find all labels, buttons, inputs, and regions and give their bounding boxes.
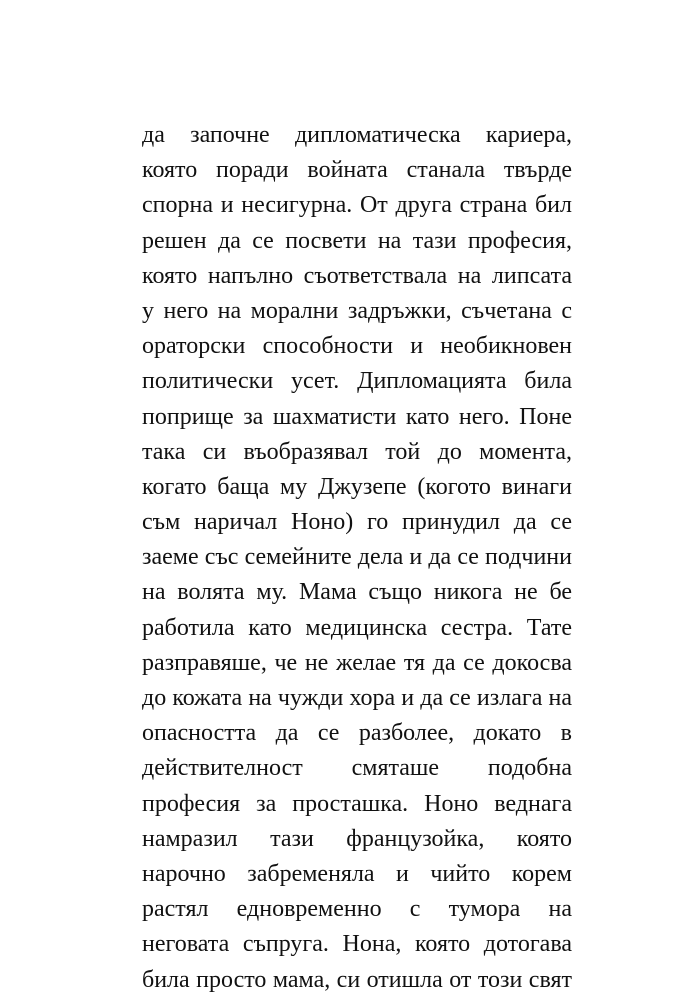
text-line: работила като медицинска сестра. Тате <box>142 614 572 641</box>
text-line: намразил тази французойка, която <box>142 825 572 852</box>
text-line: била просто мама, си отишла от този свят <box>142 966 572 993</box>
text-line: на волята му. Мама също никога не бе <box>142 579 572 606</box>
text-line: разправяше, че не желае тя да се докосва <box>142 649 572 676</box>
text-line: политически усет. Дипломацията била <box>142 368 572 395</box>
text-line: у него на морални задръжки, съчетана с <box>142 297 572 324</box>
text-line: до кожата на чужди хора и да се излага на <box>142 685 572 711</box>
text-line: спорна и несигурна. От друга страна бил <box>142 192 572 219</box>
text-line: решен да се посвети на тази професия, <box>142 227 572 254</box>
text-line: поприще за шахматисти като него. Поне <box>142 403 572 430</box>
text-line: опасността да се разболее, докато в <box>142 720 572 747</box>
text-line: съм наричал Ноно) го принудил да се <box>142 509 572 536</box>
text-line: заеме със семейните дела и да се подчини <box>142 544 572 571</box>
text-line: действителност смяташе подобна <box>142 755 572 782</box>
text-line: която поради войната станала твърде <box>142 157 572 184</box>
text-line: професия за просташка. Ноно веднага <box>142 790 572 817</box>
text-line: която напълно съответствала на липсата <box>142 262 572 289</box>
text-line: неговата съпруга. Нона, която дотогава <box>142 931 572 958</box>
text-line: ораторски способности и необикновен <box>142 333 572 360</box>
text-line: така си въобразявал той до момента, <box>142 438 572 465</box>
text-line: растял едновременно с тумора на <box>142 896 572 923</box>
text-line: нарочно забременяла и чийто корем <box>142 860 572 887</box>
page-body-text <box>142 118 572 998</box>
text-line: да започне дипломатическа кариера, <box>142 122 572 148</box>
text-line: когато баща му Джузепе (когото винаги <box>142 473 572 500</box>
